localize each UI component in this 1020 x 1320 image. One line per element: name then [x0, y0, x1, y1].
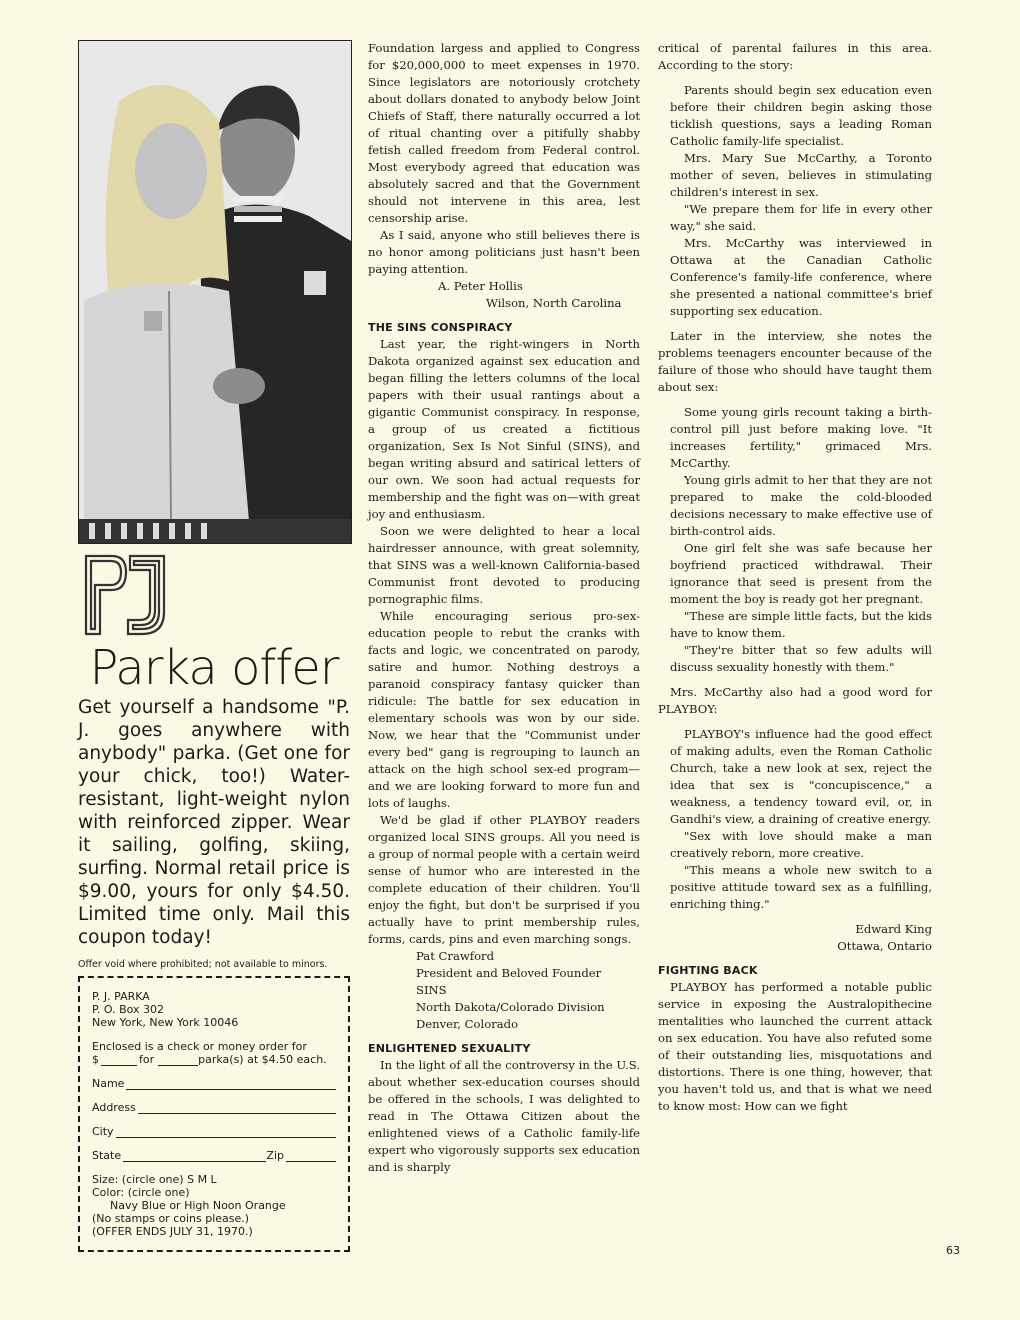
no-stamps-note: (No stamps or coins please.) — [92, 1212, 250, 1225]
signature-title: President and Beloved Founder — [416, 966, 602, 980]
paragraph: Mrs. McCarthy also had a good word for PLAYBOY: — [658, 685, 932, 716]
coupon-each-label: parka(s) at $4.50 each. — [198, 1053, 327, 1066]
letters-column-3 — [658, 40, 932, 1115]
color-line: Color: (circle one) — [92, 1186, 190, 1199]
signature-title: North Dakota/Colorado Division — [416, 1000, 605, 1014]
signature-title: SINS — [416, 983, 447, 997]
paragraph: PLAYBOY has performed a notable public service in exposing the Australopithecine mentalities who launched the current attack on sex education. You have also refuted some of their outstanding lies, misquotations and distortions. There is one thing, however, that you haven't told us, and that is what we need to know most: How can we fight — [658, 980, 932, 1113]
quantity-blank[interactable] — [158, 1054, 198, 1066]
state-label: State — [92, 1149, 122, 1162]
paragraph: As I said, anyone who still believes there is no honor among politicians just hasn't been paying attention. — [368, 228, 640, 276]
quote: PLAYBOY's influence had the good effect of making adults, even the Roman Catholic Church, take a new look at sex, reject the idea that sex is "concupiscence," a weakness, a tendency toward evil, or, in Gandhi's view, a draining of creative energy. — [670, 727, 932, 826]
signature-name: Pat Crawford — [416, 949, 495, 963]
zip-label: Zip — [266, 1149, 284, 1162]
paragraph: Foundation largess and applied to Congress for $20,000,000 to meet expenses in 1970. Since legislators are notoriously crotchety about dollars donated to anybody below Joint Chiefs of Staff, there naturally occurred a lot of ritual chanting over a pitifully shabby fetish called freedom from Federal control. Most everybody agreed that education was absolutely sacred and that the Government should not intervene in this area, lest censorship arise. — [368, 41, 640, 225]
letters-column-2 — [368, 40, 640, 1176]
couple-photo-illustration — [79, 41, 351, 543]
coupon-for-label: for — [139, 1053, 155, 1066]
coupon-address-1: P. J. PARKA — [92, 990, 150, 1003]
quote: "Sex with love should make a man creatively reborn, more creative. — [670, 829, 932, 860]
coupon-enclosed-1: Enclosed is a check or money order for — [92, 1040, 307, 1053]
name-field[interactable] — [92, 1077, 336, 1090]
address-field[interactable] — [92, 1101, 336, 1114]
amount-blank[interactable] — [101, 1054, 137, 1066]
name-label: Name — [92, 1077, 125, 1090]
city-field[interactable] — [92, 1125, 336, 1138]
color-options: Navy Blue or High Noon Orange — [110, 1199, 286, 1212]
quote: Young girls admit to her that they are not prepared to make the cold-blooded decisions necessary to make effective use of birth-control aids. — [670, 473, 932, 538]
paragraph: In the light of all the controversy in the U.S. about whether sex-education courses should be offered in the schools, I was delighted to read in The Ottawa Citizen about the enlightened views of a Catholic family-life expert who vigorously supports sex education and is sharply — [368, 1058, 640, 1174]
coupon-dollar-label: $ — [92, 1053, 99, 1066]
quote: "This means a whole new switch to a positive attitude toward sex as a fulfilling, enriching thing." — [670, 863, 932, 911]
coupon-address-2: P. O. Box 302 — [92, 1003, 165, 1016]
ad-photo — [78, 40, 352, 544]
section-heading-sins: THE SINS CONSPIRACY — [368, 321, 513, 334]
section-heading-fighting: FIGHTING BACK — [658, 964, 758, 977]
ad-title: Parka offer — [89, 640, 339, 696]
signature-place: Ottawa, Ontario — [837, 939, 932, 953]
signature-name: A. Peter Hollis — [438, 279, 523, 293]
quote: Parents should begin sex education even before their children begin asking those ticklish questions, says a leading Roman Catholic family-life specialist. — [670, 83, 932, 148]
signature-name: Edward King — [855, 922, 932, 936]
ad-body: Get yourself a handsome "P. J. goes anywhere with anybody" parka. (Get one for your chick, too!) Water-resistant, light-weight nylon with reinforced zipper. Wear it sailing, golfing, skiing, surfing. Normal retail price is $9.00, yours for only $4.50. Limited time only. Mail this coupon today! — [78, 697, 350, 948]
paragraph: While encouraging serious pro-sex-education people to rebut the cranks with facts and logic, we concentrated on parody, satire and humor. Nothing destroys a paranoid conspiracy fantasy quicker than ridicule: The battle for sex education in elementary schools was won by our side. Now, we hear that the "Communist under every bed" gang is regrouping to launch an attack on the high school sex-ed program—and we are looking forward to more fun and lots of laughs. — [368, 609, 640, 810]
city-label: City — [92, 1125, 114, 1138]
parka-ad — [78, 40, 350, 1252]
order-coupon — [78, 976, 350, 1252]
quote: One girl felt she was safe because her boyfriend practiced withdrawal. Their ignorance that seed is present from the moment the boy is ready got her pregnant. — [670, 541, 932, 606]
offer-ends-note: (OFFER ENDS JULY 31, 1970.) — [92, 1225, 253, 1238]
coupon-address-3: New York, New York 10046 — [92, 1016, 239, 1029]
paragraph: Later in the interview, she notes the problems teenagers encounter because of the failure of those who should have taught them about sex: — [658, 329, 932, 394]
state-zip-field[interactable] — [92, 1149, 336, 1162]
ad-void-note: Offer void where prohibited; not available to minors. — [78, 959, 328, 970]
address-label: Address — [92, 1101, 136, 1114]
quote: Some young girls recount taking a birth-control pill just before making love. "It increases fertility," grimaced Mrs. McCarthy. — [670, 405, 932, 470]
page-number: 63 — [946, 1244, 960, 1257]
signature-place: Denver, Colorado — [416, 1017, 519, 1031]
section-heading-enlightened: ENLIGHTENED SEXUALITY — [368, 1042, 531, 1055]
paragraph: critical of parental failures in this area. According to the story: — [658, 41, 932, 72]
quote: Mrs. Mary Sue McCarthy, a Toronto mother of seven, believes in stimulating children's interest in sex. — [670, 151, 932, 199]
quote: "These are simple little facts, but the kids have to know them. — [670, 609, 932, 640]
paragraph: Soon we were delighted to hear a local hairdresser announce, with great solemnity, that SINS was a well-known California-based Communist front devoted to producing pornographic films. — [368, 524, 640, 606]
signature-place: Wilson, North Carolina — [486, 296, 622, 310]
size-line: Size: (circle one) S M L — [92, 1173, 217, 1186]
quote: Mrs. McCarthy was interviewed in Ottawa at the Canadian Catholic Conference's family-life conference, where she presented a national committee's brief supporting sex education. — [670, 236, 932, 318]
paragraph: Last year, the right-wingers in North Dakota organized against sex education and began filling the letters columns of the local papers with their usual rantings about a gigantic Communist conspiracy. In response, a group of us created a fictitious organization, Sex Is Not Sinful (SINS), and began writing absurd and satirical letters of our own. We soon had actual requests for membership and the fight was on—with great joy and enthusiasm. — [368, 337, 640, 521]
quote: "They're bitter that so few adults will discuss sexuality honestly with them." — [670, 643, 932, 674]
quote: "We prepare them for life in every other way," she said. — [670, 202, 932, 233]
pj-logo — [78, 550, 170, 638]
paragraph: We'd be glad if other PLAYBOY readers organized local SINS groups. All you need is a group of normal people with a certain weird sense of humor who are interested in the complete education of their children. You'll enjoy the fight, but don't be surprised if you actually have to print membership rules, forms, cards, pins and even marching songs. — [368, 813, 640, 946]
